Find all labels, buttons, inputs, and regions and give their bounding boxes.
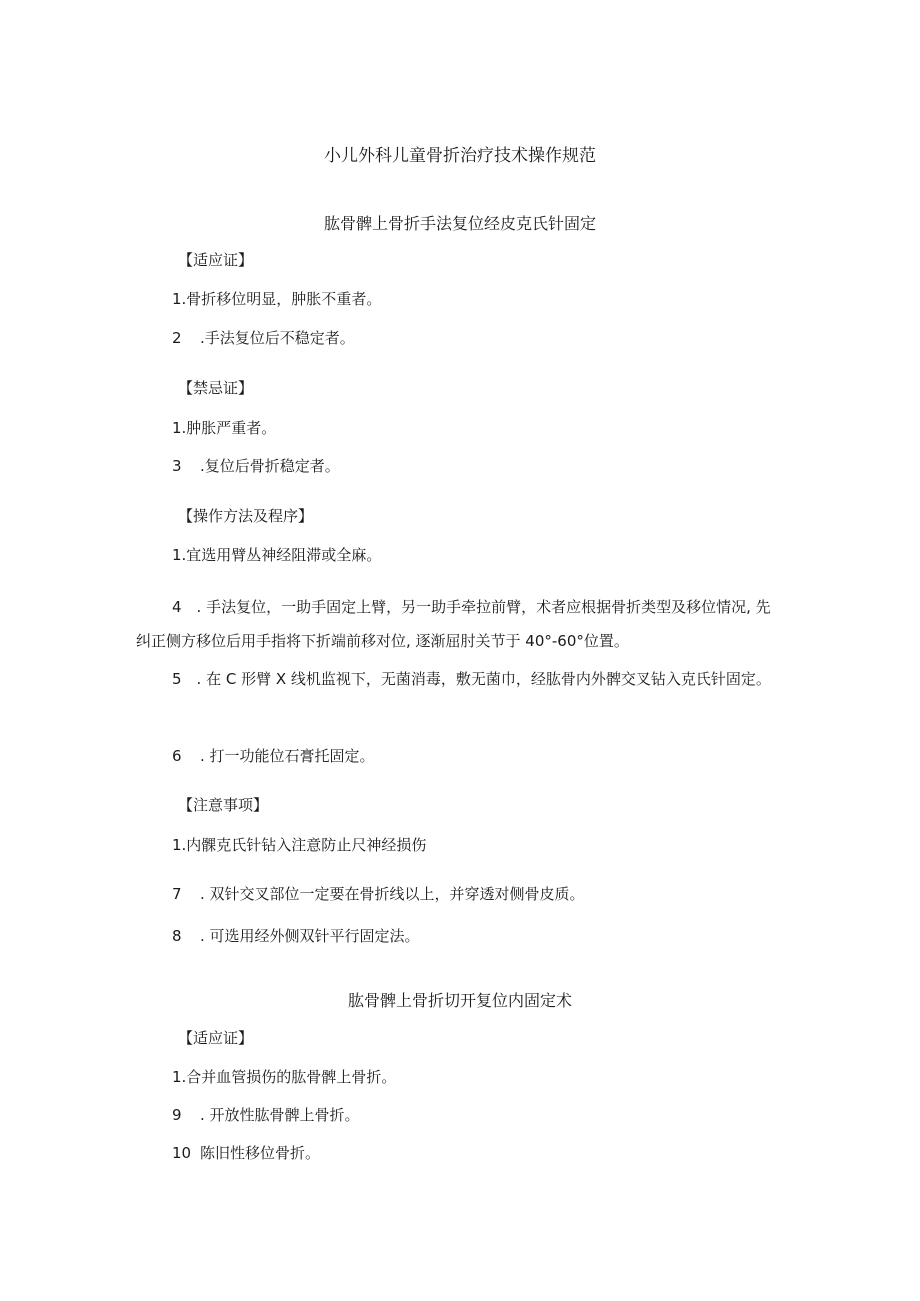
method-item: 1.宜选用臂丛神经阻滞或全麻。 — [172, 546, 382, 564]
contraindication-item: 3 .复位后骨折稳定者。 — [172, 457, 340, 475]
method-item: 5 . 在 C 形臂 X 线机监视下，无菌消毒，敷无菌巾，经肱骨内外髀交叉钻入克氏针固定。 — [172, 670, 771, 688]
contraindications-label: 【禁忌证】 — [178, 379, 254, 397]
contraindication-item: 1.肿胀严重者。 — [172, 419, 277, 437]
note-item: 1.内髁克氏针钻入注意防止尺神经损伤 — [172, 836, 427, 854]
document-title: 小儿外科儿童骨折治疗技术操作规范 — [324, 146, 596, 166]
indications-label: 【适应证】 — [178, 1029, 254, 1047]
note-item: 7 . 双针交叉部位一定要在骨折线以上，并穿透对侧骨皮质。 — [172, 885, 585, 903]
indication-item: 10 陈旧性移位骨折。 — [172, 1144, 321, 1162]
note-item: 8 . 可选用经外侧双针平行固定法。 — [172, 927, 420, 945]
method-item: 4 . 手法复位，一助手固定上臂，另一助手牵拉前臂，术者应根据骨折类型及移位情况, 先纠正侧方移位后用手指将下折端前移对位, 逐渐屈肘关节于 40°-60°位置。 — [136, 598, 771, 650]
indication-item: 1.骨折移位明显，肿胀不重者。 — [172, 290, 382, 308]
method-label: 【操作方法及程序】 — [178, 507, 314, 525]
section-heading-open-reduction: 肱骨髀上骨折切开复位内固定术 — [347, 991, 572, 1010]
section-heading-percutaneous: 肱骨髀上骨折手法复位经皮克氏针固定 — [323, 214, 596, 233]
indications-label: 【适应证】 — [178, 251, 254, 269]
indication-item: 2 .手法复位后不稳定者。 — [172, 329, 355, 347]
notes-label: 【注意事项】 — [178, 796, 269, 814]
indication-item: 9 . 开放性肱骨髀上骨折。 — [172, 1106, 360, 1124]
indication-item: 1.合并血管损伤的肱骨髀上骨折。 — [172, 1068, 397, 1086]
method-item: 6 . 打一功能位石膏托固定。 — [172, 747, 375, 765]
